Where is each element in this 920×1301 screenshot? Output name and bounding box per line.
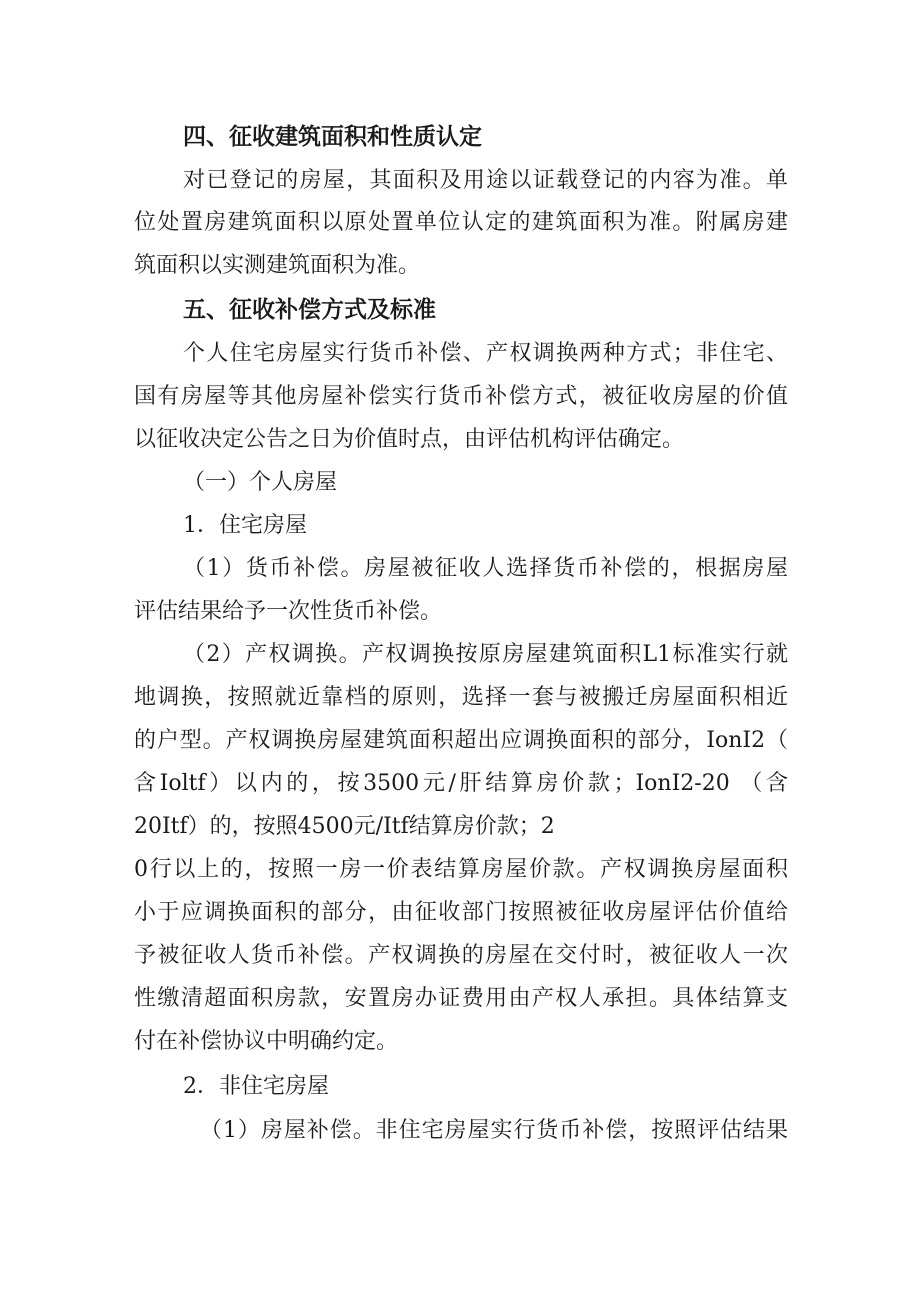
paragraph-line: 20Itf）的，按照4500元/Itf结算房价款；2 (134, 814, 555, 839)
paragraph-line: 0行以上的，按照一房一价表结算房屋价款。产权调换房屋面积 (134, 857, 788, 882)
paragraph-line: 对已登记的房屋，其面积及用途以证载登记的内容为准。单 (183, 168, 788, 193)
section-5-heading: 五、征收补偿方式及标准 (183, 297, 436, 323)
paragraph-line: 以征收决定公告之日为价值时点，由评估机构评估确定。 (134, 427, 685, 452)
paragraph-line: 个人住宅房屋实行货币补偿、产权调换两种方式；非住宅、 (183, 341, 788, 366)
item-heading: 1．住宅房屋 (183, 513, 307, 538)
paragraph-line: 予被征收人货币补偿。产权调换的房屋在交付时，被征收人一次 (134, 943, 788, 968)
paragraph-line: 含Ioltf）以内的，按3500元/肝结算房价款；IonI2-20 （含 (134, 771, 788, 796)
paragraph-line: 小于应调换面积的部分，由征收部门按照被征收房屋评估价值给 (134, 900, 788, 925)
paragraph-line: （1）货币补偿。房屋被征收人选择货币补偿的，根据房屋 (183, 556, 788, 581)
paragraph-line: 评估结果给予一次性货币补偿。 (134, 599, 443, 624)
paragraph-line: 的户型。产权调换房屋建筑面积超出应调换面积的部分，IonI2（ (134, 728, 788, 753)
paragraph-line: （1）房屋补偿。非住宅房屋实行货币补偿，按照评估结果 (200, 1118, 788, 1143)
paragraph-line: 筑面积以实测建筑面积为准。 (134, 253, 421, 278)
paragraph-line: 位处置房建筑面积以原处置单位认定的建筑面积为准。附属房建 (134, 210, 788, 235)
item-heading: 2．非住宅房屋 (183, 1074, 329, 1099)
paragraph-line: 性缴清超面积房款，安置房办证费用由产权人承担。具体结算支 (134, 986, 788, 1011)
paragraph-line: （2）产权调换。产权调换按原房屋建筑面积L1标准实行就 (183, 642, 788, 667)
paragraph-line: 地调换，按照就近靠档的原则，选择一套与被搬迁房屋面积相近 (134, 685, 788, 710)
subsection-heading: （一）个人房屋 (183, 470, 338, 495)
paragraph-line: 国有房屋等其他房屋补偿实行货币补偿方式，被征收房屋的价值 (134, 384, 788, 409)
paragraph-line: 付在补偿协议中明确约定。 (134, 1029, 399, 1054)
section-4-heading: 四、征收建筑面积和性质认定 (183, 124, 482, 150)
